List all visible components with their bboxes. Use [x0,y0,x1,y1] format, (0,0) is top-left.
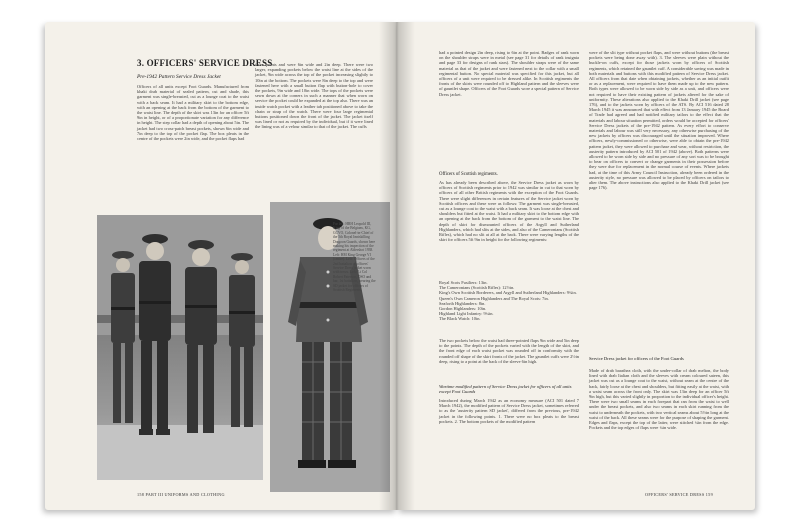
right-column-1-text-2: As has already been described above, the Service Dress jacket as worn by officers of Scottish regiments prior to 1942 was similar in cut to that worn by officers of all other British regiments with the exception of the Foot Guards. There were slight differences in certain features of the Service jacket worn by Scottish officers and these were as follows: The garment was single-breasted, cut as a lounge coat to the waist with a back seam. It was loose at the chest and shoulders but fitted at the waist. It had a military skirt to the bottom edge with an opening at the back from the bottom of the garment to the waist line. The depth of skirt for dismounted officers of the Argyll and Sutherland Highlanders, which had slits at the sides, and also of the Cameronians (Scottish Rifles), which had no slit at all at the back. There were varying lengths of the skirt for officers 5ft 9in in height for the following regiments: [439,180,579,243]
list-item: Royal Scots Fusiliers: 13in. [439,280,488,285]
right-column-2-text-2: Made of drab barathea cloth, with the under-collar of drab melton, the body lined with drab Italian cloth and the sleeves with cream coloured sateen, this jacket was cut as a lounge coat to the waist, without seam at the centre of the back, fairly loose at the chest and shoulders, but fitting easily at the waist, with a waist seam across the front only. The skirt was 13in deep for an officer 5ft 9in high, but this varied slightly in proportion to the individual officer's height. There were two small seams in each forepart that ran from the waist to well under the breast pockets, and also two seams in each skirt running from the waist to underneath the pockets, with two vertical seams about 5½in long at the waist of the back. All these seams were for the purpose of shaping the garment. Edges and flaps, except the top of the latter, were stitched ¼in from the edge. Pockets and the top edges of flaps were ¼in wide. [589,368,729,431]
list-item: Highland Light Infantry: 9¼in. [439,311,494,317]
right-page [397,22,755,510]
group-officers-photo [97,215,263,480]
list-item: King's Own Scottish Borderers, and Argyll and Sutherland Highlanders: 9¾in. [439,290,577,296]
right-page-footer: OFFICERS' SERVICE DRESS 159 [645,492,713,497]
list-item: The Black Watch: 10in. [439,316,481,322]
list-item: Gordon Highlanders: 10in. [439,306,487,312]
list-item: The Cameronians (Scottish Rifles): 12½in. [439,285,515,291]
left-column-2-text: three points and were 6in wide and 2in deep. There were two larger, expanding pockets below the waist line at the sides of the jacket, 9in wide across the top of the pocket increasing slightly to 10in at the bottom. The pockets were 8in deep to the top and were fastened here with a small button flap with button-hole to cover the pockets, 9in wide and 10in wide. The tops of the pockets were sewn down at the corners in such a manner that when worn on service the pocket could be expanded at the top also. There was an inside watch pocket with a leather tab positioned above to take the chain or strap of the watch. There were four large regimental buttons positioned down the front of the jacket. The jacket itself was lined or not as required by the individual, but if it were lined the lining was of a velour similar to that of the jacket. The cuffs [255,62,373,130]
right-column-1-text-4: Introduced during March 1942 as an economy measure (ACI 501 dated 7 March 1942), the modified pattern of Service Dress jacket, sometimes referred to as the 'austerity pattern SD jacket', differed from the previous, pre-1942 jacket in the following points. 1. There were no box pleats to the breast pockets. 2. The bottom pockets of the modified pattern [439,398,579,424]
left-page-footer: 158 PART III UNIFORMS AND CLOTHING [137,492,225,497]
chapter-title: 3. OFFICERS' SERVICE DRESS [137,58,273,68]
regiment-skirt-list [439,280,579,322]
photo-caption: Far left: HRH Leopold III, King of the Belgians, KG, GCVO, Colonel-in-Chief of the 5th Royal Inniskilling Dragoon Guards, shown here making his inspection of the regiment at Aldershot 1938. Left: HM King George VI (centre). Left: Officers of the 2nd battalion of officers' Service Dress jacket worn with trews. Left: Lt Col Robert Paterson, DSO and bar, 1st battalion, wearing the SD jacket for officers of Scottish Regiments. [333,222,376,293]
right-column-1-text: had a pointed design 2in deep, rising to 6in at the point. Badges of rank worn on the shoulder straps were in metal (see page 31 for details of rank insignia and page 33 for designs of rank stars). The shoulder straps were of the same material as that of the jacket and were fastened next to the collar with a small regimental button. No special material was specified for this jacket, but all officers of a unit were required to be dressed alike. In Scottish regiments the fronts of the skirts were rounded off to Highland pattern and the sleeves were of gauntlet shape. Officers of the Foot Guards wore a special pattern of Service Dress jacket. [439,50,579,97]
right-column-1-text-3: The two pockets below the waist had three-pointed flaps 9in wide and 5in deep to the points. The depth of the pockets varied with the length of the skirt, and the front edge of each waist pocket was rounded off in conformity with the rounded off shape of the skirt fronts of the jacket. The gauntlet cuffs were 2½in deep, rising to a point at the back of the sleeve 6in high. [439,338,579,364]
group-officers-illustration [97,215,263,480]
left-column-1-text: Officers of all units except Foot Guards. Manufactured from khaki drab material of sealed pattern, cut and shade, this garment was single-breasted, cut as a lounge coat to the waist with a back seam. It had a military skirt to the bottom edge, with an opening at the back from the bottom of the garment to the waist line. The depth of the skirt was 13in for an officer 5ft 9in in height, or of a proportionate variation for any difference in height. The step collar had a depth of opening about 5in. The jacket had two cross-patch breast pockets, shown 6in wide and 7in deep to the top of the pocket flap. The box pleats in the centre of the pockets were 2in wide, and the pocket flaps had [137,84,249,142]
foot-guards-subheading: Service Dress jacket for officers of the Foot Guards [589,356,684,361]
scottish-subheading: Officers of Scottish regiments. [439,172,498,177]
list-item: Seaforth Highlanders: 8in. [439,300,486,306]
open-book [45,22,755,510]
wartime-subheading: Wartime modified pattern of Service Dress jacket for officers of all units except Foot Guards [439,384,572,395]
section-subheading: Pre-1942 Pattern Service Dress Jacket [137,74,221,80]
list-item: Queen's Own Cameron Highlanders and The Royal Scots: 7in. [439,295,549,301]
right-column-2-text: were of the slit type without pocket flaps, and were without buttons (the breast pockets were being done away with). 3. The sleeves were plain without the buckle-on cuffs, except for those jackets worn by officers of Scottish regiments, which retained the gauntlet cuff. A considerable saving was made in both materials and buttons with this modified pattern of Service Dress jacket. All officers from that date when obtaining jackets, whether as an initial outfit or as a replacement, were required to have them made up to the new pattern. Both types were allowed to be worn side by side as a unit, and officers were not required to have their existing pattern of jackets altered for the sake of uniformity. These alterations also applied to the Khaki Drill jacket (see page 176), and to the jackets worn by officers of the ATS. By ACI 516 dated 28 March 1945 it was announced that with effect from 13 January 1945 the Board of Trade had agreed and had notified military tailors to the effect that the materials and labour situation permitted, orders would be accepted for officers' Service Dress jackets of the pre-1942 pattern. As every effort to conserve materials and labour was still very necessary, any otherwise purchasing of the new jackets by officers was discouraged until the situation improved. Where officers, newly-commissioned or otherwise, were able to obtain the pre-1942 pattern jacket, they were allowed to purchase and wear, without restriction, the austerity pattern introduced by ACI 501 of 1942 (above). Both patterns were allowed to be worn side by side and no pressure of any sort was to be brought to bear on officers to convert or change garments in their possession before they were due for replacement in the normal course of events. Where jackets had, at the time of this Army Council Instruction, already been ordered in the austerity style, no pressure was allowed to be placed by officers on tailors to alter them. The above instructions also applied to the Khaki Drill jacket (see page 176). [589,50,729,191]
